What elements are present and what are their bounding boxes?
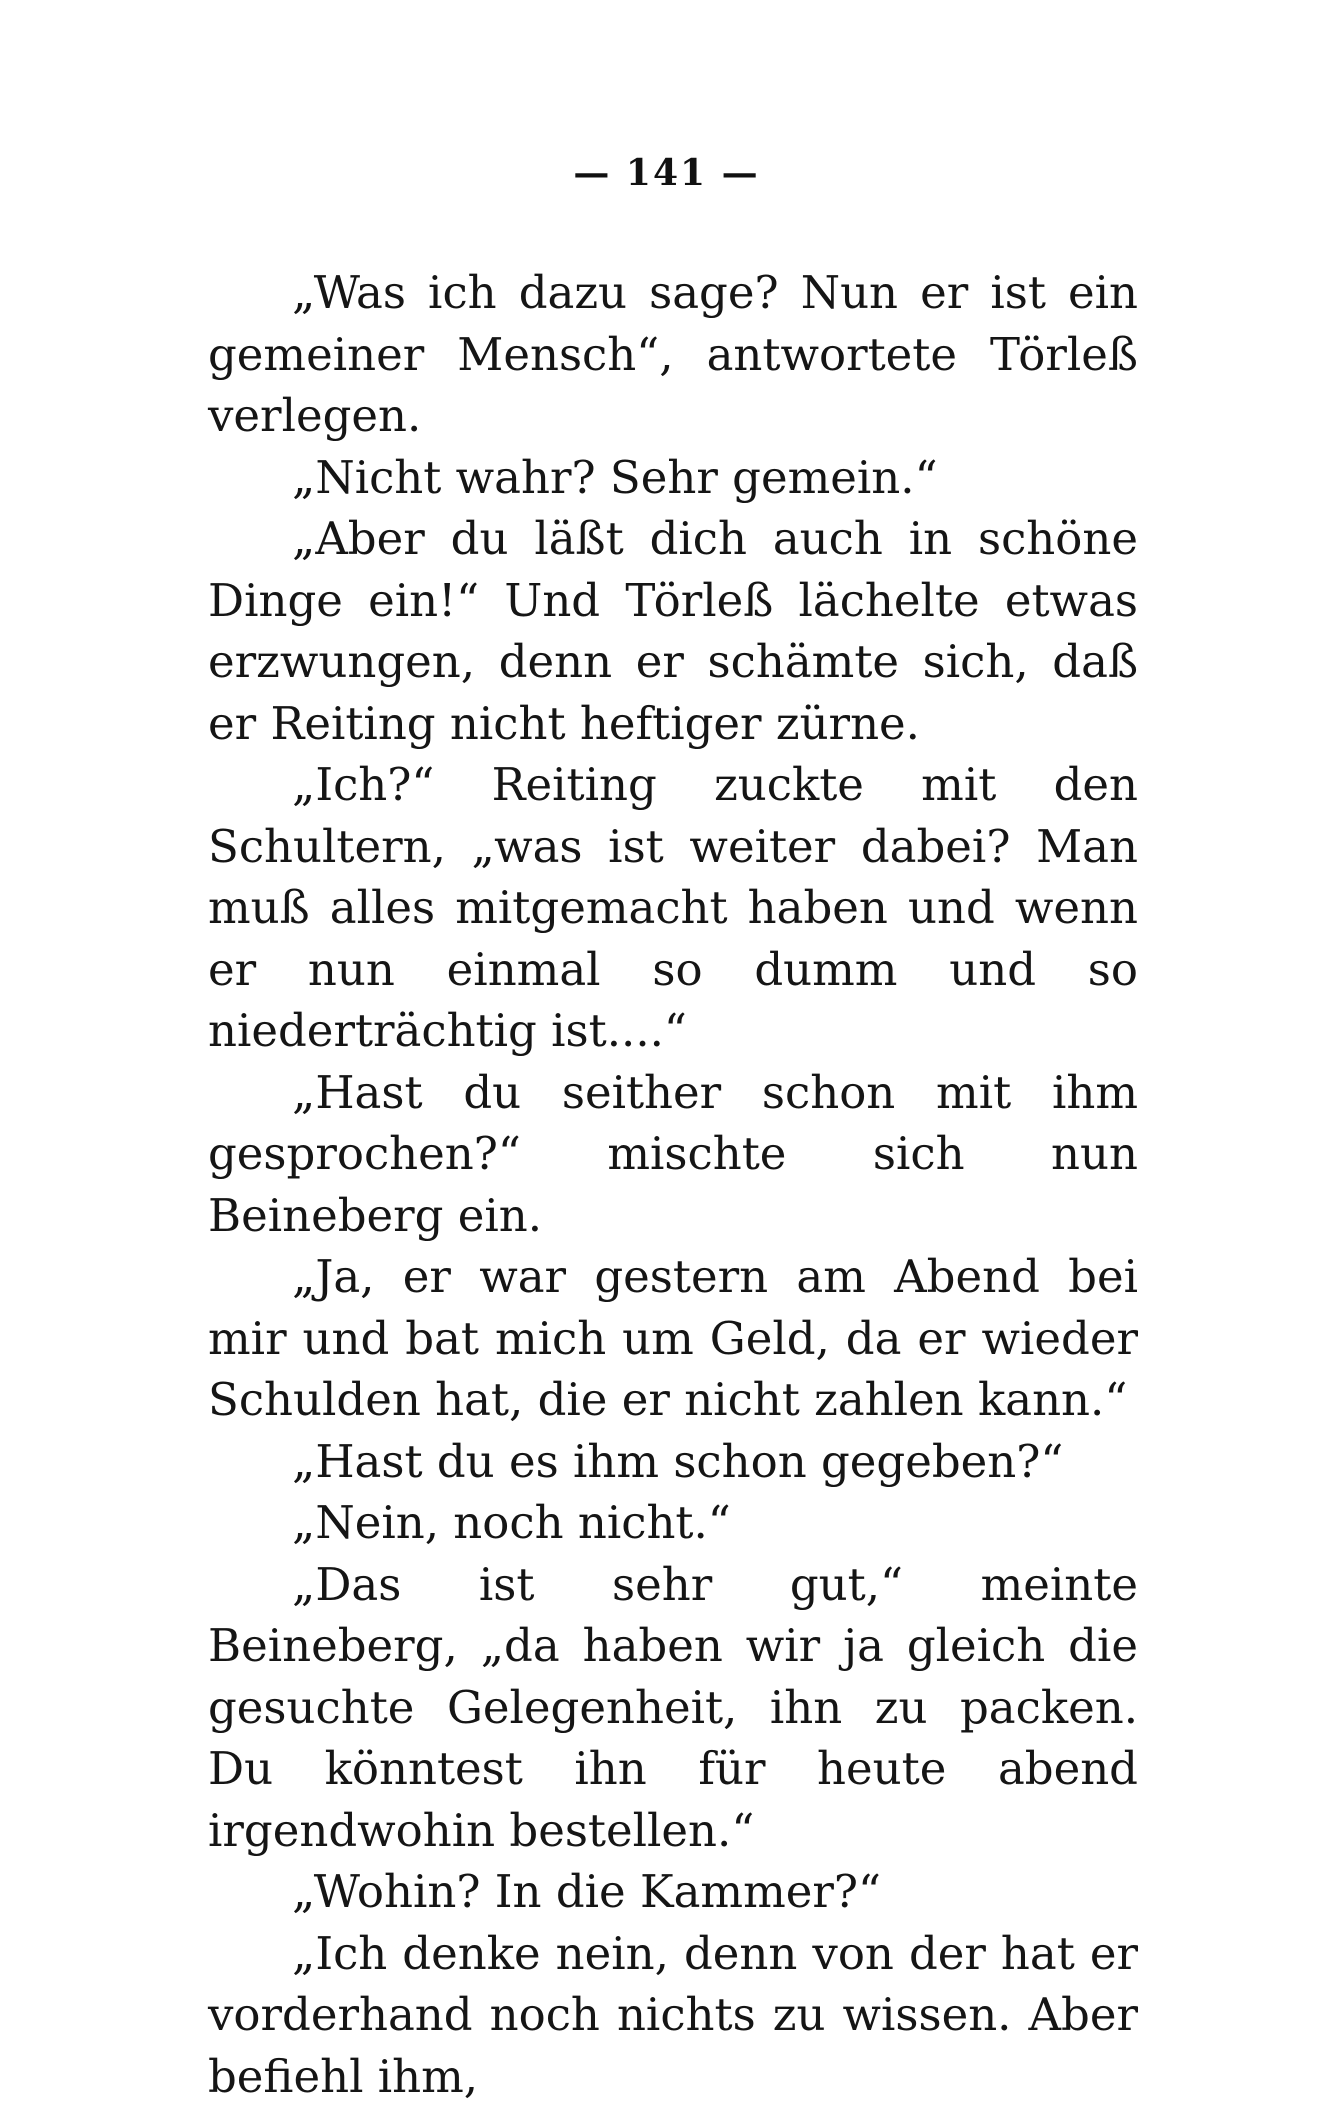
paragraph: „Nein, noch nicht.“ (208, 1492, 1138, 1554)
paragraph: „Hast du es ihm schon gegeben?“ (208, 1431, 1138, 1493)
page-number: — 141 — (0, 152, 1333, 194)
paragraph: „Das ist sehr gut,“ meinte Beineberg, „da haben wir ja gleich die gesuchte Gelegenheit, ihn zu packen. Du könntest ihn für heute abend irgendwohin bestellen.“ (208, 1554, 1138, 1862)
paragraph: „Hast du seither schon mit ihm gesprochen?“ mischte sich nun Beineberg ein. (208, 1062, 1138, 1247)
paragraph: „Aber du läßt dich auch in schöne Dinge ein!“ Und Törleß lächelte etwas erzwungen, denn er schämte sich, daß er Reiting nicht heftiger zürne. (208, 508, 1138, 754)
paragraph: „Ich denke nein, denn von der hat er vorderhand noch nichts zu wissen. Aber befiehl ihm, (208, 1923, 1138, 2107)
paragraph: „Was ich dazu sage? Nun er ist ein gemeiner Mensch“, antwortete Törleß verlegen. (208, 262, 1138, 447)
paragraph: „Wohin? In die Kammer?“ (208, 1861, 1138, 1923)
paragraph: „Ich?“ Reiting zuckte mit den Schultern, „was ist weiter dabei? Man muß alles mitgemacht haben und wenn er nun einmal so dumm und so niederträchtig ist....“ (208, 754, 1138, 1062)
paragraph: „Nicht wahr? Sehr gemein.“ (208, 447, 1138, 509)
paragraph: „Ja, er war gestern am Abend bei mir und bat mich um Geld, da er wieder Schulden hat, die er nicht zahlen kann.“ (208, 1246, 1138, 1431)
body-text (208, 262, 1138, 2107)
